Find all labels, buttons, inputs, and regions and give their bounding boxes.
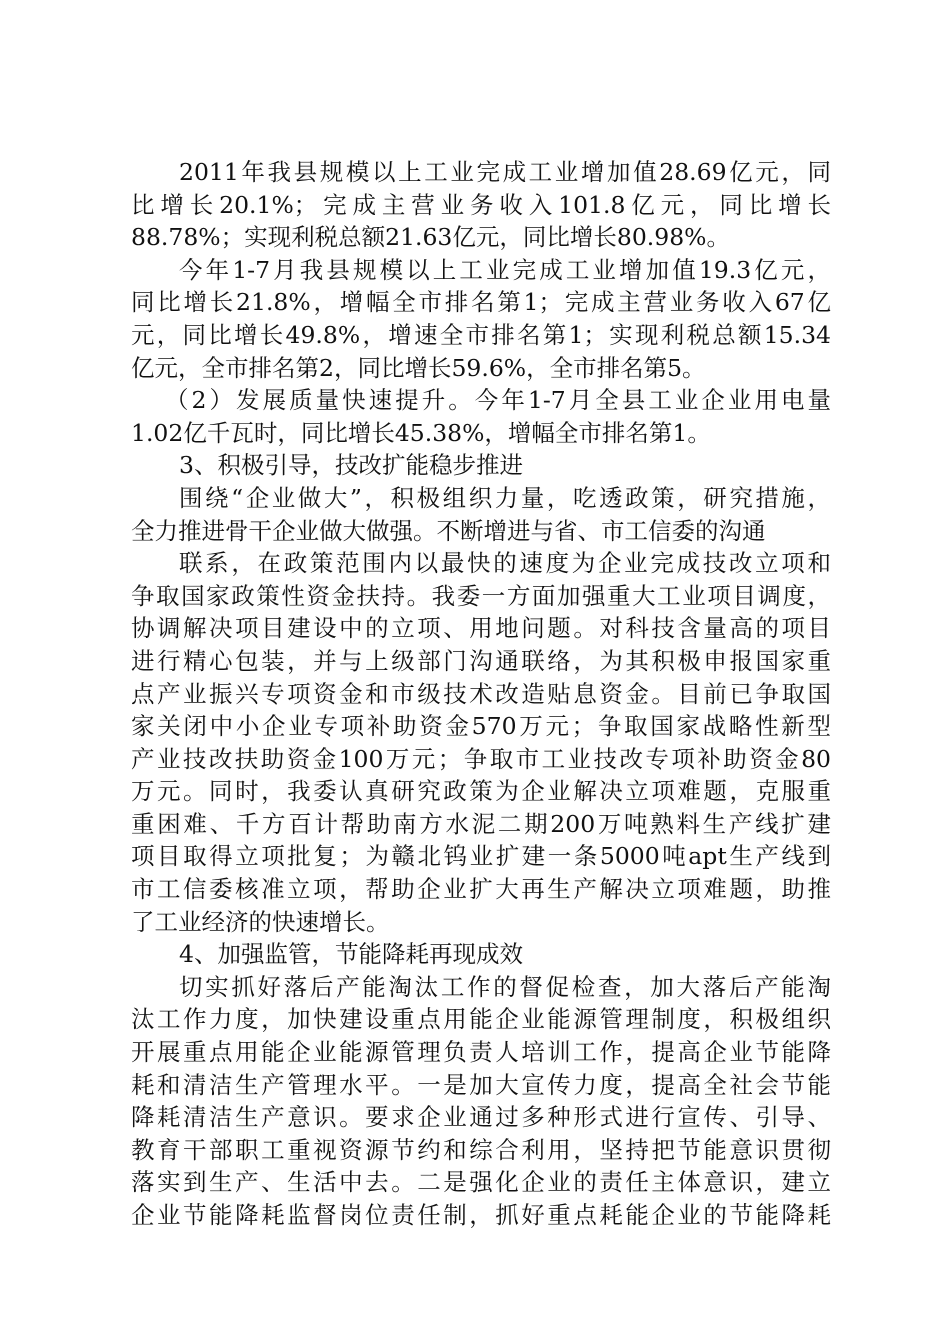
document-body bbox=[131, 156, 831, 1232]
section-heading: 4、加强监管，节能降耗再现成效 bbox=[179, 940, 523, 969]
text-line: 全力推进骨干企业做大做强。不断增进与省、市工信委的沟通 bbox=[131, 516, 766, 545]
text-line: 耗和清洁生产管理水平。一是加大宣传力度，提高全社会节能 bbox=[131, 1070, 831, 1099]
text-line: 2011年我县规模以上工业完成工业增加值28.69亿元，同 bbox=[179, 158, 831, 186]
text-line: （2）发展质量快速提升。今年1-7月全县工业企业用电量 bbox=[165, 386, 831, 415]
text-line: 联系，在政策范围内以最快的速度为企业完成技改立项和 bbox=[179, 549, 831, 578]
text-line: 教育干部职工重视资源节约和综合利用，坚持把节能意识贯彻 bbox=[131, 1135, 831, 1164]
text-line: 围绕“企业做大”，积极组织力量，吃透政策，研究措施， bbox=[179, 483, 831, 512]
text-line: 企业节能降耗监督岗位责任制，抓好重点耗能企业的节能降耗 bbox=[131, 1201, 831, 1229]
text-line: 点产业振兴专项资金和市级技术改造贴息资金。目前已争取国 bbox=[131, 679, 831, 708]
section-heading: 3、积极引导，技改扩能稳步推进 bbox=[179, 451, 523, 480]
text-line: 降耗清洁生产意识。要求企业通过多种形式进行宣传、引导、 bbox=[131, 1103, 831, 1132]
text-line: 元，同比增长49.8%，增速全市排名第1；实现利税总额15.34 bbox=[131, 320, 831, 349]
text-line: 重困难、千方百计帮助南方水泥二期200万吨熟料生产线扩建 bbox=[131, 809, 831, 838]
text-line: 产业技改扶助资金100万元；争取市工业技改专项补助资金80 bbox=[131, 744, 831, 773]
text-line: 今年1-7月我县规模以上工业完成工业增加值19.3亿元， bbox=[179, 255, 831, 284]
text-line: 切实抓好落后产能淘汰工作的督促检查，加大落后产能淘 bbox=[179, 972, 831, 1001]
text-line: 万元。同时，我委认真研究政策为企业解决立项难题，克服重 bbox=[131, 777, 831, 806]
text-line: 家关闭中小企业专项补助资金570万元；争取国家战略性新型 bbox=[131, 712, 831, 741]
text-line: 协调解决项目建设中的立项、用地问题。对科技含量高的项目 bbox=[131, 614, 831, 643]
text-line: 市工信委核准立项，帮助企业扩大再生产解决立项难题，助推 bbox=[131, 875, 831, 904]
text-line: 亿元，全市排名第2，同比增长59.6%，全市排名第5。 bbox=[131, 353, 706, 382]
text-line: 88.78%；实现利税总额21.63亿元，同比增长80.98%。 bbox=[131, 223, 730, 252]
text-line: 比增长20.1%；完成主营业务收入101.8亿元，同比增长 bbox=[131, 190, 831, 219]
text-line: 争取国家政策性资金扶持。我委一方面加强重大工业项目调度， bbox=[131, 581, 831, 610]
text-line: 汰工作力度，加快建设重点用能企业能源管理制度，积极组织 bbox=[131, 1005, 831, 1034]
text-line: 落实到生产、生活中去。二是强化企业的责任主体意识，建立 bbox=[131, 1168, 831, 1197]
text-line: 了工业经济的快速增长。 bbox=[131, 907, 390, 936]
text-line: 进行精心包装，并与上级部门沟通联络，为其积极申报国家重 bbox=[131, 646, 831, 675]
text-line: 同比增长21.8%，增幅全市排名第1；完成主营业务收入67亿 bbox=[131, 288, 831, 317]
text-line: 1.02亿千瓦时，同比增长45.38%，增幅全市排名第1。 bbox=[131, 418, 711, 447]
text-line: 项目取得立项批复；为赣北钨业扩建一条5000吨apt生产线到 bbox=[131, 842, 831, 871]
text-line: 开展重点用能企业能源管理负责人培训工作，提高企业节能降 bbox=[131, 1038, 831, 1067]
